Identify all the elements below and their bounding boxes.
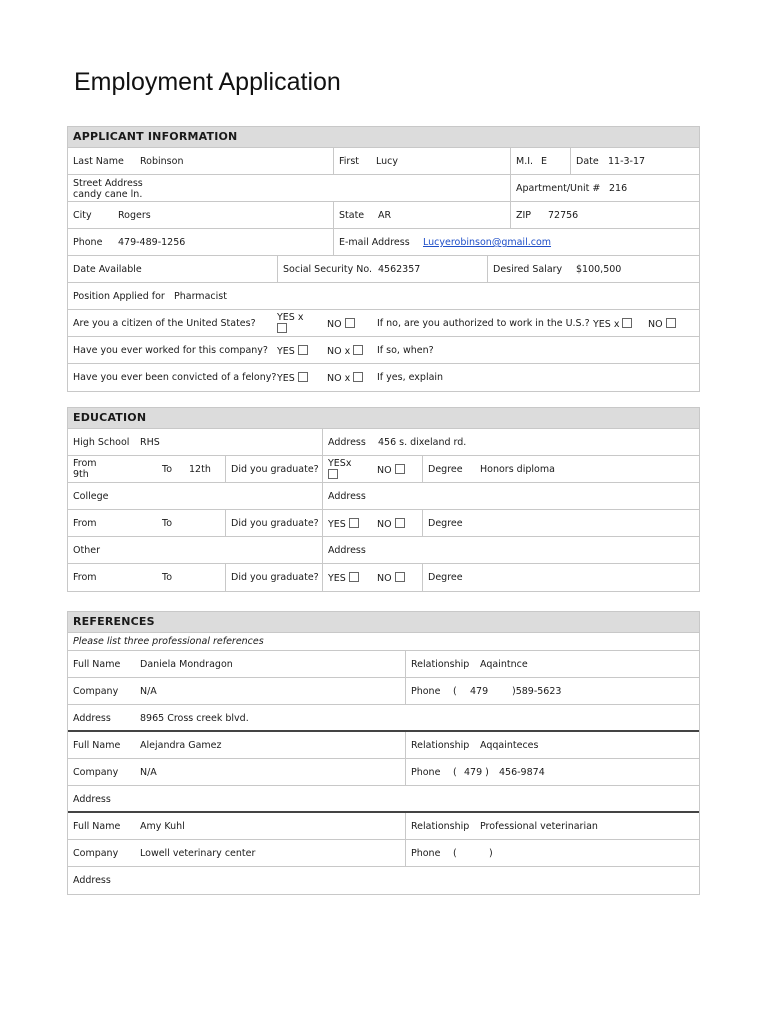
ref3-company-value[interactable]: Lowell veterinary center xyxy=(140,848,256,859)
other-from-label: From xyxy=(73,572,97,583)
references-section xyxy=(67,611,700,895)
other-graduate-label: Did you graduate? xyxy=(231,572,319,583)
ref2-full-name-label: Full Name xyxy=(73,740,121,751)
ref2-relationship-value[interactable]: Aqqainteces xyxy=(480,740,539,751)
felony-question: Have you ever been convicted of a felony? xyxy=(73,372,277,383)
availability-row xyxy=(68,256,699,283)
mi-label: M.I. xyxy=(516,156,534,167)
other-yes-label: YES xyxy=(328,573,346,584)
ref3-phone-label: Phone xyxy=(411,848,441,859)
ref3-company-label: Company xyxy=(73,848,119,859)
phone-label: Phone xyxy=(73,237,103,248)
ref2-company-value[interactable]: N/A xyxy=(140,767,157,778)
references-header: REFERENCES xyxy=(68,612,699,633)
ref3-address-label: Address xyxy=(73,875,111,886)
citizen-yes-checkbox[interactable] xyxy=(277,323,287,333)
other-yes-checkbox[interactable] xyxy=(349,572,359,582)
citizen-no-checkbox[interactable] xyxy=(345,318,355,328)
hs-from-value[interactable]: 9th xyxy=(73,469,89,480)
college-no-checkbox[interactable] xyxy=(395,518,405,528)
other-no-label: NO xyxy=(377,573,392,584)
state-value[interactable]: AR xyxy=(378,210,392,221)
college-no-label: NO xyxy=(377,519,392,530)
worked-no-checkbox[interactable] xyxy=(353,345,363,355)
ref3-full-name-label: Full Name xyxy=(73,821,121,832)
ref2-paren-open: ( xyxy=(453,767,457,778)
hs-yes-checkbox[interactable] xyxy=(328,469,338,479)
education-header: EDUCATION xyxy=(68,408,699,429)
name-row xyxy=(68,148,699,175)
ref2-area-code[interactable]: 479 ) xyxy=(464,767,489,778)
first-name-label: First xyxy=(339,156,359,167)
reference-3-company-row xyxy=(68,840,699,867)
felony-explain-label: If yes, explain xyxy=(377,372,444,383)
position-value[interactable]: Pharmacist xyxy=(174,291,227,302)
city-row xyxy=(68,202,699,229)
high-school-value[interactable]: RHS xyxy=(140,437,160,448)
authorized-yes-label: YES x xyxy=(593,319,620,330)
worked-question: Have you ever worked for this company? xyxy=(73,345,268,356)
ref3-full-name-value[interactable]: Amy Kuhl xyxy=(140,821,185,832)
citizen-row xyxy=(68,310,699,337)
apartment-value[interactable]: 216 xyxy=(609,183,628,194)
zip-label: ZIP xyxy=(516,210,532,221)
reference-2-name-row xyxy=(68,732,699,759)
city-value[interactable]: Rogers xyxy=(118,210,151,221)
authorized-yes-checkbox[interactable] xyxy=(622,318,632,328)
citizen-question: Are you a citizen of the United States? xyxy=(73,318,256,329)
date-label: Date xyxy=(576,156,599,167)
email-label: E-mail Address xyxy=(339,237,410,248)
ref3-paren-open: ( xyxy=(453,848,457,859)
hs-graduate-label: Did you graduate? xyxy=(231,464,319,475)
other-to-label: To xyxy=(162,572,173,583)
ref1-paren-open: ( xyxy=(453,686,457,697)
worked-yes-checkbox[interactable] xyxy=(298,345,308,355)
authorized-question: If no, are you authorized to work in the U.S.? xyxy=(377,318,590,329)
high-school-address-value[interactable]: 456 s. dixeland rd. xyxy=(378,437,467,448)
felony-yes-label: YES xyxy=(277,373,295,384)
ref2-relationship-label: Relationship xyxy=(411,740,470,751)
desired-salary-value[interactable]: $100,500 xyxy=(576,264,622,275)
college-address-label: Address xyxy=(328,491,366,502)
college-label: College xyxy=(73,491,109,502)
felony-row xyxy=(68,364,699,391)
citizen-no-label: NO xyxy=(327,319,342,330)
hs-degree-label: Degree xyxy=(428,464,463,475)
ref2-phone-label: Phone xyxy=(411,767,441,778)
other-degree-label: Degree xyxy=(428,572,463,583)
phone-row xyxy=(68,229,699,256)
hs-degree-value[interactable]: Honors diploma xyxy=(480,464,555,475)
high-school-label: High School xyxy=(73,437,130,448)
ref1-phone-label: Phone xyxy=(411,686,441,697)
references-note: Please list three professional references xyxy=(73,636,264,647)
first-name-value[interactable]: Lucy xyxy=(376,156,398,167)
hs-no-checkbox[interactable] xyxy=(395,464,405,474)
other-row xyxy=(68,537,699,564)
state-label: State xyxy=(339,210,365,221)
reference-2-company-row xyxy=(68,759,699,786)
citizen-yes-label: YES x xyxy=(277,312,304,323)
hs-no-label: NO xyxy=(377,465,392,476)
education-section xyxy=(67,407,700,592)
ref3-relationship-value[interactable]: Professional veterinarian xyxy=(480,821,598,832)
college-row xyxy=(68,483,699,510)
college-yes-checkbox[interactable] xyxy=(349,518,359,528)
references-note-row xyxy=(68,633,699,651)
reference-1-company-row xyxy=(68,678,699,705)
ref1-company-value[interactable]: N/A xyxy=(140,686,157,697)
reference-3-address-row xyxy=(68,867,699,894)
ref1-address-value[interactable]: 8965 Cross creek blvd. xyxy=(140,713,249,724)
city-label: City xyxy=(73,210,92,221)
ref1-relationship-value[interactable]: Aqaintnce xyxy=(480,659,528,670)
applicant-information-header: APPLICANT INFORMATION xyxy=(68,127,699,148)
felony-no-label: NO x xyxy=(327,373,351,384)
ref1-full-name-label: Full Name xyxy=(73,659,121,670)
college-dates-row xyxy=(68,510,699,537)
ref1-full-name-value[interactable]: Daniela Mondragon xyxy=(140,659,233,670)
felony-yes-checkbox[interactable] xyxy=(298,372,308,382)
hs-to-label: To xyxy=(162,464,173,475)
ref1-address-label: Address xyxy=(73,713,111,724)
ref3-relationship-label: Relationship xyxy=(411,821,470,832)
position-label: Position Applied for xyxy=(73,291,165,302)
high-school-dates-row xyxy=(68,456,699,483)
ref1-company-label: Company xyxy=(73,686,119,697)
other-dates-row xyxy=(68,564,699,591)
ssn-value[interactable]: 4562357 xyxy=(378,264,421,275)
reference-2-address-row xyxy=(68,786,699,813)
reference-1-name-row xyxy=(68,651,699,678)
ref2-phone-value[interactable]: 456-9874 xyxy=(499,767,545,778)
ref1-area-code[interactable]: 479 xyxy=(470,686,489,697)
street-address-value[interactable]: candy cane ln. xyxy=(73,189,143,200)
mi-value[interactable]: E xyxy=(541,156,548,167)
college-to-label: To xyxy=(162,518,173,529)
authorized-no-checkbox[interactable] xyxy=(666,318,676,328)
worked-yes-label: YES xyxy=(277,346,295,357)
reference-3-name-row xyxy=(68,813,699,840)
college-from-label: From xyxy=(73,518,97,529)
worked-when-label: If so, when? xyxy=(377,345,434,356)
ref3-phone-value[interactable]: ) xyxy=(489,848,493,859)
authorized-no-label: NO xyxy=(648,319,663,330)
hs-to-value[interactable]: 12th xyxy=(189,464,211,475)
felony-no-checkbox[interactable] xyxy=(353,372,363,382)
reference-1-address-row xyxy=(68,705,699,732)
high-school-row xyxy=(68,429,699,456)
ref2-full-name-value[interactable]: Alejandra Gamez xyxy=(140,740,222,751)
date-value[interactable]: 11-3-17 xyxy=(608,156,646,167)
email-link[interactable]: Lucyerobinson@gmail.com xyxy=(423,237,552,248)
other-no-checkbox[interactable] xyxy=(395,572,405,582)
worked-row xyxy=(68,337,699,364)
zip-value[interactable]: 72756 xyxy=(548,210,579,221)
apartment-label: Apartment/Unit # xyxy=(516,183,601,194)
street-address-label: Street Address xyxy=(73,178,143,189)
college-yes-label: YES xyxy=(328,519,346,530)
ref1-phone-value[interactable]: )589-5623 xyxy=(512,686,562,697)
ssn-label: Social Security No. xyxy=(283,264,372,275)
ref2-address-label: Address xyxy=(73,794,111,805)
high-school-address-label: Address xyxy=(328,437,366,448)
last-name-value[interactable]: Robinson xyxy=(140,156,184,167)
ref1-relationship-label: Relationship xyxy=(411,659,470,670)
college-degree-label: Degree xyxy=(428,518,463,529)
other-label: Other xyxy=(73,545,100,556)
hs-from-label: From xyxy=(73,458,97,469)
street-row xyxy=(68,175,699,202)
phone-value[interactable]: 479-489-1256 xyxy=(118,237,186,248)
college-graduate-label: Did you graduate? xyxy=(231,518,319,529)
other-address-label: Address xyxy=(328,545,366,556)
page-title: Employment Application xyxy=(74,68,341,96)
hs-yes-label: YESx xyxy=(328,458,352,469)
date-available-label: Date Available xyxy=(73,264,142,275)
ref2-company-label: Company xyxy=(73,767,119,778)
desired-salary-label: Desired Salary xyxy=(493,264,563,275)
worked-no-label: NO x xyxy=(327,346,351,357)
last-name-label: Last Name xyxy=(73,156,124,167)
applicant-information-section xyxy=(67,126,700,392)
position-row xyxy=(68,283,699,310)
